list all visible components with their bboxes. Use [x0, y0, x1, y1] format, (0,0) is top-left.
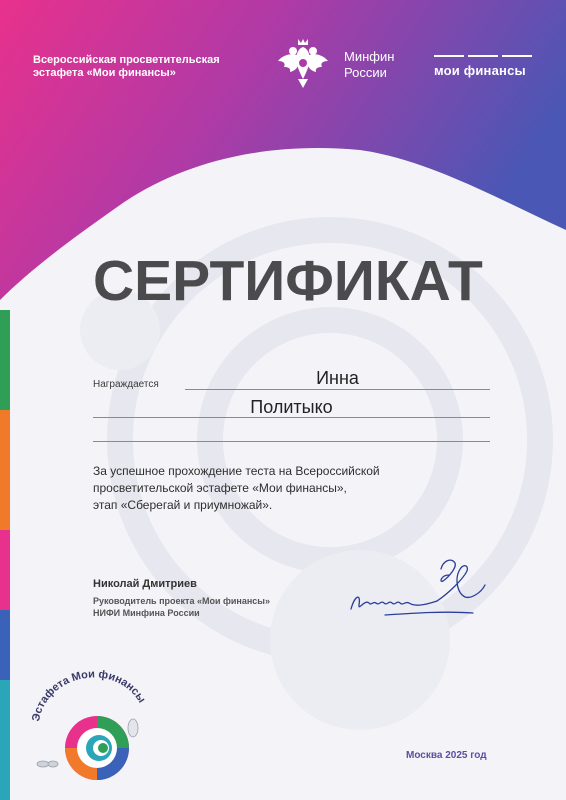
double-headed-eagle-icon: [276, 37, 330, 89]
relay-title: [33, 54, 263, 80]
recipient-first-name: Инна: [316, 368, 359, 388]
name-line-1: [185, 389, 490, 390]
award-reason: [93, 463, 473, 514]
certificate-title: СЕРТИФИКАТ: [93, 249, 483, 313]
relay-title-line2: эстафета «Мои финансы»: [33, 67, 176, 79]
signer-role: [93, 595, 270, 619]
city-year: Москва 2025 год: [406, 750, 487, 761]
reason-line3: этап «Сберегай и приумножай».: [93, 498, 273, 512]
ministry-line2: России: [344, 65, 387, 80]
relay-title-line1: Всероссийская просветительская: [33, 54, 220, 66]
side-stripe-orange: [0, 410, 10, 530]
side-stripe-teal: [0, 680, 10, 800]
recipient-last-name: Политыко: [250, 397, 333, 417]
awarded-label: Награждается: [93, 379, 159, 390]
signer-name: Николай Дмитриев: [93, 578, 197, 590]
signer-role-line2: НИФИ Минфина России: [93, 608, 200, 618]
signer-role-line1: Руководитель проекта «Мои финансы»: [93, 596, 270, 606]
name-line-3: [93, 441, 490, 442]
handwritten-signature: [345, 553, 490, 623]
brand-logo-text: мои финансы: [434, 63, 526, 78]
brand-decoration: [434, 55, 532, 59]
side-stripe-green: [0, 310, 10, 410]
name-line-2: [93, 417, 490, 418]
side-stripe-pink: [0, 530, 10, 610]
ministry-line1: Минфин: [344, 49, 395, 64]
reason-line1: За успешное прохождение теста на Всероссийской: [93, 464, 380, 478]
reason-line2: просветительской эстафете «Мои финансы»,: [93, 481, 347, 495]
side-stripe-blue: [0, 610, 10, 680]
svg-text:Эстафета Мои финансы: [30, 668, 148, 722]
ministry-name: [344, 49, 394, 81]
relay-logo-icon: [25, 664, 155, 789]
relay-logo-text: Эстафета Мои финансы: [30, 668, 148, 723]
